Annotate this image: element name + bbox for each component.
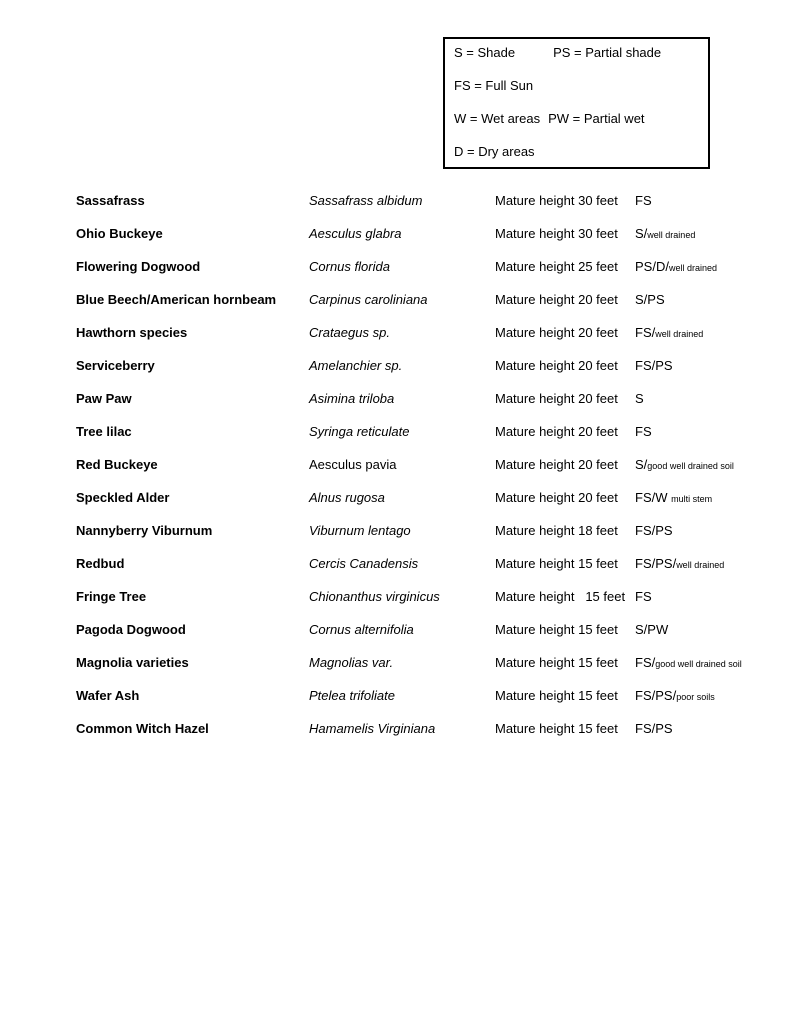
conditions: [635, 259, 717, 274]
legend-partial-shade: PS = Partial shade: [553, 45, 662, 60]
tree-row: [0, 193, 791, 213]
scientific-name: Syringa reticulate: [309, 424, 410, 439]
mature-height: Mature height 20 feet: [495, 391, 618, 406]
condition-note: good well drained soil: [655, 659, 742, 669]
mature-height: Mature height 15 feet: [495, 688, 618, 703]
mature-height: Mature height 25 feet: [495, 259, 618, 274]
scientific-name: Cercis Canadensis: [309, 556, 419, 571]
scientific-name: Cornus florida: [309, 259, 390, 274]
common-name: Serviceberry: [76, 358, 155, 373]
legend-partial-wet: PW = Partial wet: [548, 111, 645, 126]
legend-dry: D = Dry areas: [454, 144, 535, 159]
conditions: [635, 655, 742, 670]
condition-note: good well drained soil: [647, 461, 734, 471]
condition-code: S/: [635, 226, 648, 241]
mature-height: Mature height 18 feet: [495, 523, 618, 538]
legend-shade: S = Shade: [454, 45, 516, 60]
condition-code: FS/W: [635, 490, 672, 505]
scientific-name: Aesculus pavia: [309, 457, 397, 472]
condition-code: FS/PS/: [635, 556, 677, 571]
common-name: Nannyberry Viburnum: [76, 523, 213, 538]
condition-note: poor soils: [676, 692, 715, 702]
common-name: Red Buckeye: [76, 457, 158, 472]
condition-code: S/PW: [635, 622, 669, 637]
common-name: Tree lilac: [76, 424, 132, 439]
condition-code: FS/PS: [635, 358, 673, 373]
scientific-name: Crataegus sp.: [309, 325, 390, 340]
condition-note: well drained: [655, 329, 704, 339]
conditions: [635, 490, 712, 505]
conditions: [635, 325, 703, 340]
legend-full-sun: FS = Full Sun: [454, 78, 534, 93]
condition-code: FS/PS/: [635, 688, 677, 703]
condition-code: S/: [635, 457, 648, 472]
scientific-name: Chionanthus virginicus: [309, 589, 440, 604]
conditions: [635, 589, 652, 604]
tree-row: [0, 556, 791, 576]
tree-row: [0, 226, 791, 246]
condition-code: S: [635, 391, 644, 406]
conditions: [635, 556, 724, 571]
scientific-name: Magnolias var.: [309, 655, 394, 670]
mature-height: Mature height 15 feet: [495, 556, 618, 571]
common-name: Blue Beech/American hornbeam: [76, 292, 277, 307]
tree-row: [0, 358, 791, 378]
legend-line-shade: [454, 45, 661, 60]
tree-row: [0, 523, 791, 543]
scientific-name: Alnus rugosa: [309, 490, 385, 505]
mature-height: Mature height 20 feet: [495, 358, 618, 373]
common-name: Sassafrass: [76, 193, 145, 208]
mature-height: Mature height 20 feet: [495, 490, 618, 505]
mature-height: Mature height 20 feet: [495, 424, 618, 439]
common-name: Ohio Buckeye: [76, 226, 163, 241]
condition-code: S/PS: [635, 292, 665, 307]
conditions: [635, 523, 673, 538]
common-name: Paw Paw: [76, 391, 132, 406]
conditions: [635, 721, 673, 736]
scientific-name: Amelanchier sp.: [309, 358, 403, 373]
legend-line-wet: [454, 111, 645, 126]
condition-note: multi stem: [671, 494, 713, 504]
conditions: [635, 688, 715, 703]
conditions: [635, 391, 644, 406]
condition-code: FS/: [635, 325, 656, 340]
common-name: Pagoda Dogwood: [76, 622, 186, 637]
conditions: [635, 457, 734, 472]
common-name: Wafer Ash: [76, 688, 140, 703]
legend-wet: W = Wet areas: [454, 111, 541, 126]
condition-note: well drained: [668, 263, 717, 273]
mature-height: Mature height 30 feet: [495, 226, 618, 241]
mature-height: Mature height 15 feet: [495, 589, 626, 604]
condition-note: well drained: [647, 230, 696, 240]
conditions: [635, 424, 652, 439]
conditions: [635, 358, 673, 373]
common-name: Hawthorn species: [76, 325, 188, 340]
tree-row: [0, 391, 791, 411]
legend-line-sun: [454, 78, 533, 93]
tree-row: [0, 424, 791, 444]
condition-code: FS: [635, 193, 652, 208]
legend-line-dry: [454, 144, 535, 159]
common-name: Flowering Dogwood: [76, 259, 201, 274]
tree-row: [0, 490, 791, 510]
mature-height: Mature height 20 feet: [495, 457, 618, 472]
condition-code: PS/D/: [635, 259, 669, 274]
conditions: [635, 193, 652, 208]
condition-code: FS/: [635, 655, 656, 670]
common-name: Common Witch Hazel: [76, 721, 209, 736]
condition-note: well drained: [676, 560, 725, 570]
conditions: [635, 226, 695, 241]
common-name: Magnolia varieties: [76, 655, 189, 670]
mature-height: Mature height 20 feet: [495, 292, 618, 307]
scientific-name: Ptelea trifoliate: [309, 688, 395, 703]
common-name: Speckled Alder: [76, 490, 170, 505]
tree-row: [0, 259, 791, 279]
scientific-name: Carpinus caroliniana: [309, 292, 428, 307]
mature-height: Mature height 30 feet: [495, 193, 618, 208]
condition-code: FS: [635, 589, 652, 604]
conditions: [635, 292, 665, 307]
condition-code: FS: [635, 424, 652, 439]
tree-row: [0, 292, 791, 312]
scientific-name: Asimina triloba: [309, 391, 395, 406]
legend-box: [443, 37, 710, 169]
mature-height: Mature height 15 feet: [495, 622, 618, 637]
tree-row: [0, 655, 791, 675]
tree-row: [0, 688, 791, 708]
mature-height: Mature height 15 feet: [495, 655, 618, 670]
condition-code: FS/PS: [635, 523, 673, 538]
mature-height: Mature height 15 feet: [495, 721, 618, 736]
tree-row: [0, 622, 791, 642]
tree-row: [0, 325, 791, 345]
scientific-name: Cornus alternifolia: [309, 622, 414, 637]
condition-code: FS/PS: [635, 721, 673, 736]
tree-row: [0, 589, 791, 609]
scientific-name: Aesculus glabra: [309, 226, 402, 241]
scientific-name: Hamamelis Virginiana: [309, 721, 436, 736]
mature-height: Mature height 20 feet: [495, 325, 618, 340]
scientific-name: Viburnum lentago: [309, 523, 411, 538]
common-name: Redbud: [76, 556, 125, 571]
tree-row: [0, 457, 791, 477]
tree-row: [0, 721, 791, 741]
conditions: [635, 622, 668, 637]
scientific-name: Sassafrass albidum: [309, 193, 423, 208]
common-name: Fringe Tree: [76, 589, 147, 604]
